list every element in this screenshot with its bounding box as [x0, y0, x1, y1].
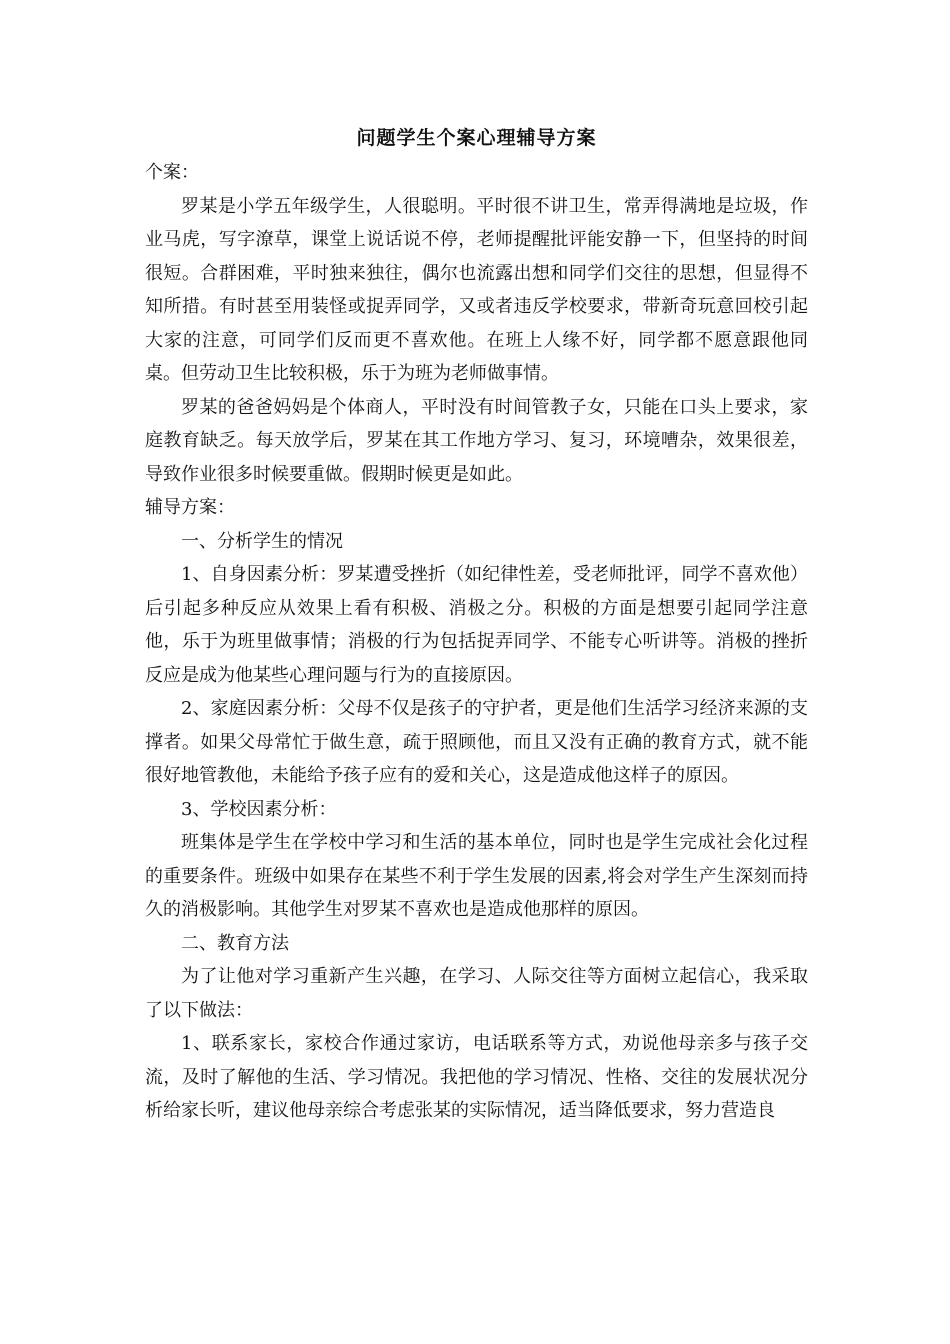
- section-label-plan: 辅导方案：: [145, 497, 235, 518]
- section-label-case: 个案：: [145, 162, 199, 183]
- paragraph-method-contact-parents: 1、联系家长，家校合作通过家访，电话联系等方式，劝说他母亲多与孩子交流，及时了解他的生活、学习情况。我把他的学习情况、性格、交往的发展状况分析给家长听，建议他母亲综合考虑张某的实际情况，适当降低要求，努力营造良: [145, 1033, 808, 1121]
- heading-school-factors: 3、学校因素分析：: [181, 798, 337, 820]
- paragraph-methods-intro: 为了让他对学习重新产生兴趣，在学习、人际交往等方面树立起信心，我采取了以下做法：: [145, 966, 808, 1021]
- paragraph-self-factors: 1、自身因素分析：罗某遭受挫折（如纪律性差，受老师批评，同学不喜欢他）后引起多种反应从效果上看有积极、消极之分。积极的方面是想要引起同学注意他，乐于为班里做事情；消极的行为包括捉弄同学、不能专心听讲等。消极的挫折反应是成为他某些心理问题与行为的直接原因。: [145, 564, 808, 686]
- heading-analysis: 一、分析学生的情况: [181, 530, 343, 552]
- paragraph-family-background: 罗某的爸爸妈妈是个体商人，平时没有时间管教子女，只能在口头上要求，家庭教育缺乏。每天放学后，罗某在其工作地方学习、复习，环境嘈杂，效果很差，导致作业很多时候要重做。假期时候更是如此。: [145, 396, 808, 485]
- paragraph-family-factors: 2、家庭因素分析：父母不仅是孩子的守护者，更是他们生活学习经济来源的支撑者。如果父母常忙于做生意，疏于照顾他，而且又没有正确的教育方式，就不能很好地管教他，未能给予孩子应有的爱和关心，这是造成他这样子的原因。: [145, 698, 808, 786]
- paragraph-school-factors: 班集体是学生在学校中学习和生活的基本单位，同时也是学生完成社会化过程的重要条件。班级中如果存在某些不利于学生发展的因素,将会对学生产生深刻而持久的消极影响。其他学生对罗某不喜欢也是造成他那样的原因。: [145, 832, 808, 920]
- document-body: [145, 124, 808, 1128]
- document-title: 问题学生个案心理辅导方案: [356, 127, 597, 149]
- paragraph-case-description: 罗某是小学五年级学生，人很聪明。平时很不讲卫生，常弄得满地是垃圾，作业马虎，写字潦草，课堂上说话说不停，老师提醒批评能安静一下，但坚持的时间很短。合群困难，平时独来独往，偶尔也流露出想和同学们交往的思想，但显得不知所措。有时甚至用装怪或捉弄同学，又或者违反学校要求，带新奇玩意回校引起大家的注意，可同学们反而更不喜欢他。在班上人缘不好，同学都不愿意跟他同桌。但劳动卫生比较积极，乐于为班为老师做事情。: [145, 195, 808, 384]
- heading-education-methods: 二、教育方法: [181, 932, 289, 954]
